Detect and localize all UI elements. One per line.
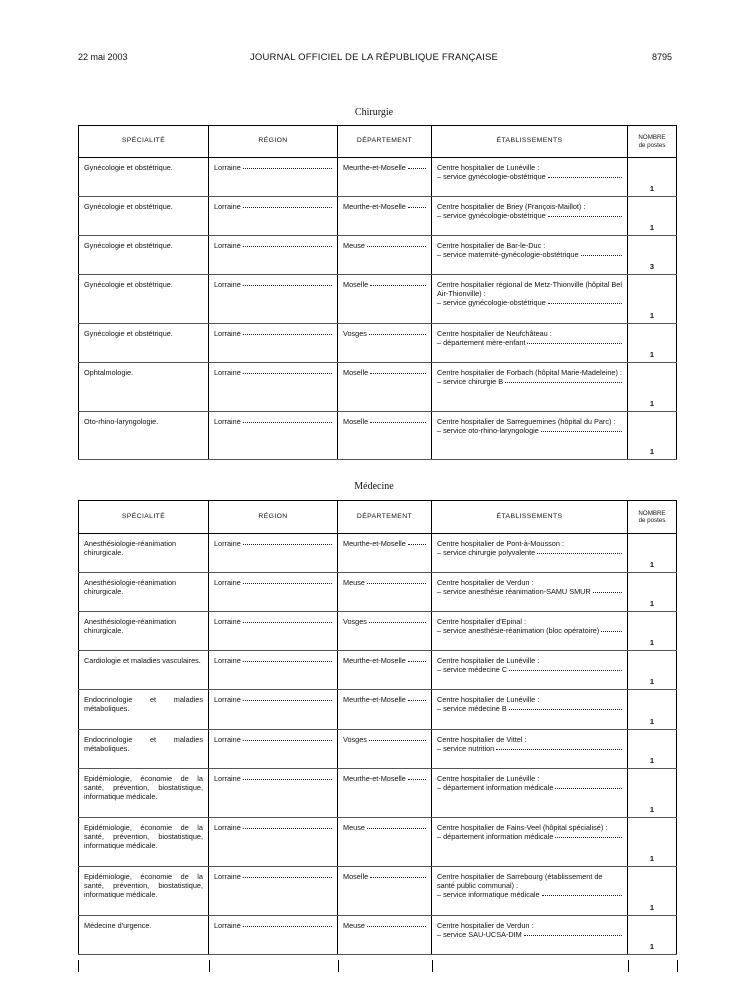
etablissement-service: – service médecine C — [437, 665, 622, 674]
cell-departement: Meurthe-et-Moselle — [338, 769, 432, 818]
etablissement-service: – service gynécologie-obstétrique — [437, 298, 622, 307]
cell-specialite: Gynécologie et obstétrique. — [79, 158, 209, 197]
cell-nombre — [628, 236, 677, 275]
etablissement-service: – service chirurgie B — [437, 377, 622, 386]
page-number: 8795 — [651, 52, 672, 62]
etablissement-service: – service oto-rhino-laryngologie — [437, 426, 622, 435]
table-medecine — [78, 500, 677, 955]
cell-departement: Moselle — [338, 275, 432, 324]
cell-specialite: Cardiologie et maladies vasculaires. — [79, 651, 209, 690]
etablissement-name: Centre hospitalier de Bar-le-Duc : — [437, 241, 546, 250]
cell-region: Lorraine — [209, 769, 338, 818]
cell-region: Lorraine — [209, 612, 338, 651]
etablissement-service: – département information médicale — [437, 832, 622, 841]
cell-region: Lorraine — [209, 867, 338, 916]
etablissement-service: – service maternité-gynécologie-obstétrique — [437, 250, 622, 259]
cell-departement: Vosges — [338, 730, 432, 769]
col-specialite: SPÉCIALITÉ — [79, 126, 209, 158]
cell-departement: Meuse — [338, 818, 432, 867]
table-row — [79, 534, 677, 573]
cell-departement: Meurthe-et-Moselle — [338, 197, 432, 236]
col-etablissements: ÉTABLISSEMENTS — [432, 501, 628, 534]
col-specialite: SPÉCIALITÉ — [79, 501, 209, 534]
table-row — [79, 412, 677, 460]
col-region: RÉGION — [209, 126, 338, 158]
table-chirurgie — [78, 125, 677, 460]
col-nombre: NOMBRE de postes — [628, 501, 677, 534]
etablissement-name: Centre hospitalier de Vittel : — [437, 735, 527, 744]
cell-nombre — [628, 412, 677, 460]
etablissement-service: – service gynécologie-obstétrique — [437, 211, 622, 220]
postes-count: 1 — [649, 559, 655, 569]
etablissement-name: Centre hospitalier de Pont-à-Mousson : — [437, 539, 564, 548]
cell-departement: Moselle — [338, 363, 432, 412]
cell-specialite: Endocrinologie et maladies métaboliques. — [79, 690, 209, 730]
table-row — [79, 158, 677, 197]
cell-etablissement — [432, 730, 628, 769]
cell-etablissement — [432, 769, 628, 818]
cell-specialite: Gynécologie et obstétrique. — [79, 236, 209, 275]
cell-nombre — [628, 363, 677, 412]
section-title-medecine: Médecine — [354, 481, 394, 492]
cell-region: Lorraine — [209, 690, 338, 730]
cell-etablissement — [432, 916, 628, 955]
cell-etablissement — [432, 867, 628, 916]
cell-departement: Meurthe-et-Moselle — [338, 534, 432, 573]
table-row — [79, 612, 677, 651]
col-etablissements: ÉTABLISSEMENTS — [432, 126, 628, 158]
cell-nombre — [628, 730, 677, 769]
table-row — [79, 573, 677, 612]
col-departement: DÉPARTEMENT — [338, 501, 432, 534]
cell-specialite: Epidémiologie, économie de la santé, prévention, biostatistique, informatique médicale. — [79, 867, 209, 916]
col-region: RÉGION — [209, 501, 338, 534]
cell-nombre — [628, 690, 677, 730]
table-row — [79, 275, 677, 324]
etablissement-service: – service SAU-UCSA-DIM — [437, 930, 622, 939]
table-row — [79, 197, 677, 236]
postes-count: 1 — [649, 598, 655, 608]
cell-region: Lorraine — [209, 534, 338, 573]
cell-nombre — [628, 158, 677, 197]
cell-departement: Moselle — [338, 867, 432, 916]
cell-specialite: Gynécologie et obstétrique. — [79, 324, 209, 363]
cell-departement: Meuse — [338, 573, 432, 612]
cell-nombre — [628, 916, 677, 955]
cell-etablissement — [432, 690, 628, 730]
cell-specialite: Médecine d'urgence. — [79, 916, 209, 955]
postes-count: 1 — [649, 755, 655, 765]
cell-specialite: Epidémiologie, économie de la santé, prévention, biostatistique, informatique médicale. — [79, 769, 209, 818]
cell-nombre — [628, 573, 677, 612]
cell-nombre — [628, 324, 677, 363]
cell-nombre — [628, 651, 677, 690]
cell-nombre — [628, 275, 677, 324]
cell-region: Lorraine — [209, 412, 338, 460]
etablissement-name: Centre hospitalier de Lunéville : — [437, 163, 540, 172]
col-nombre: NOMBRE de postes — [628, 126, 677, 158]
table-row — [79, 916, 677, 955]
cell-etablissement — [432, 612, 628, 651]
col-departement: DÉPARTEMENT — [338, 126, 432, 158]
cell-region: Lorraine — [209, 916, 338, 955]
cell-etablissement — [432, 573, 628, 612]
cell-specialite: Epidémiologie, économie de la santé, prévention, biostatistique, informatique médicale. — [79, 818, 209, 867]
etablissement-service: – service nutrition — [437, 744, 622, 753]
cell-departement: Moselle — [338, 412, 432, 460]
cell-etablissement — [432, 324, 628, 363]
cell-nombre — [628, 534, 677, 573]
cell-specialite: Endocrinologie et maladies métaboliques. — [79, 730, 209, 769]
cell-specialite: Gynécologie et obstétrique. — [79, 275, 209, 324]
etablissement-name: Centre hospitalier de Sarreguemines (hôpital du Parc) : — [437, 417, 616, 426]
etablissement-service: – département mère-enfant — [437, 338, 622, 347]
cell-etablissement — [432, 651, 628, 690]
etablissement-name: Centre hospitalier de Fains-Veel (hôpital spécialisé) : — [437, 823, 608, 832]
cell-etablissement — [432, 818, 628, 867]
cell-region: Lorraine — [209, 197, 338, 236]
cell-region: Lorraine — [209, 730, 338, 769]
postes-count: 1 — [649, 398, 655, 408]
table-header — [79, 126, 677, 158]
cell-region: Lorraine — [209, 818, 338, 867]
postes-count: 1 — [649, 902, 655, 912]
postes-count: 1 — [649, 804, 655, 814]
postes-count: 3 — [649, 261, 655, 271]
etablissement-service: – service informatique médicale — [437, 890, 622, 899]
cell-etablissement — [432, 363, 628, 412]
header-date: 22 mai 2003 — [78, 52, 128, 62]
cell-etablissement — [432, 534, 628, 573]
postes-count: 1 — [649, 853, 655, 863]
etablissement-service: – service anesthésie réanimation-SAMU SMUR — [437, 587, 622, 596]
cell-nombre — [628, 769, 677, 818]
etablissement-name: Centre hospitalier de Sarrebourg (établissement de santé public communal) : — [437, 872, 603, 891]
table-row — [79, 730, 677, 769]
table-row — [79, 867, 677, 916]
etablissement-name: Centre hospitalier de Verdun : — [437, 921, 534, 930]
table-row — [79, 818, 677, 867]
etablissement-name: Centre hospitalier de Lunéville : — [437, 656, 540, 665]
cell-departement: Vosges — [338, 324, 432, 363]
etablissement-service: – service gynécologie-obstétrique — [437, 172, 622, 181]
etablissement-service: – département information médicale — [437, 783, 622, 792]
cell-departement: Meuse — [338, 916, 432, 955]
cell-specialite: Anesthésiologie-réanimation chirurgicale. — [79, 573, 209, 612]
cell-region: Lorraine — [209, 363, 338, 412]
cell-region: Lorraine — [209, 236, 338, 275]
cell-region: Lorraine — [209, 275, 338, 324]
cell-specialite: Ophtalmologie. — [79, 363, 209, 412]
etablissement-service: – service anesthésie-réanimation (bloc opératoire) — [437, 626, 622, 635]
cell-region: Lorraine — [209, 573, 338, 612]
table-row — [79, 363, 677, 412]
cell-departement: Meuse — [338, 236, 432, 275]
etablissement-name: Centre hospitalier de Forbach (hôpital Marie-Madeleine) : — [437, 368, 622, 377]
journal-title: JOURNAL OFFICIEL DE LA RÉPUBLIQUE FRANÇAISE — [249, 52, 499, 63]
postes-count: 1 — [649, 349, 655, 359]
cell-region: Lorraine — [209, 324, 338, 363]
cell-etablissement — [432, 158, 628, 197]
table-header — [79, 501, 677, 534]
postes-count: 1 — [649, 310, 655, 320]
postes-count: 1 — [649, 446, 655, 456]
etablissement-name: Centre hospitalier régional de Metz-Thionville (hôpital Bel Air-Thionville) : — [437, 280, 622, 299]
postes-count: 1 — [649, 716, 655, 726]
cell-nombre — [628, 612, 677, 651]
cell-etablissement — [432, 236, 628, 275]
table-row — [79, 651, 677, 690]
etablissement-service: – service chirurgie polyvalente — [437, 548, 622, 557]
postes-count: 1 — [649, 637, 655, 647]
cell-nombre — [628, 867, 677, 916]
postes-count: 1 — [649, 941, 655, 951]
etablissement-name: Centre hospitalier de Verdun : — [437, 578, 534, 587]
etablissement-name: Centre hospitalier de Briey (François-Maillot) : — [437, 202, 586, 211]
cell-specialite: Gynécologie et obstétrique. — [79, 197, 209, 236]
postes-count: 1 — [649, 183, 655, 193]
cell-departement: Meurthe-et-Moselle — [338, 158, 432, 197]
etablissement-name: Centre hospitalier de Lunéville : — [437, 695, 540, 704]
cell-nombre — [628, 818, 677, 867]
cell-specialite: Anesthésiologie-réanimation chirurgicale. — [79, 612, 209, 651]
table-row — [79, 236, 677, 275]
cell-specialite: Anesthésiologie-réanimation chirurgicale. — [79, 534, 209, 573]
postes-count: 1 — [649, 222, 655, 232]
table-row — [79, 769, 677, 818]
table-row — [79, 690, 677, 730]
cell-nombre — [628, 197, 677, 236]
cell-specialite: Oto-rhino-laryngologie. — [79, 412, 209, 460]
cell-etablissement — [432, 197, 628, 236]
section-title-chirurgie: Chirurgie — [354, 107, 394, 118]
cell-departement: Meurthe-et-Moselle — [338, 690, 432, 730]
etablissement-service: – service médecine B — [437, 704, 622, 713]
etablissement-name: Centre hospitalier de Lunéville : — [437, 774, 540, 783]
cell-etablissement — [432, 275, 628, 324]
cell-region: Lorraine — [209, 651, 338, 690]
etablissement-name: Centre hospitalier d'Epinal : — [437, 617, 527, 626]
cell-departement: Meurthe-et-Moselle — [338, 651, 432, 690]
etablissement-name: Centre hospitalier de Neufchâteau : — [437, 329, 552, 338]
table-continuation — [78, 960, 678, 972]
table-row — [79, 324, 677, 363]
cell-region: Lorraine — [209, 158, 338, 197]
postes-count: 1 — [649, 676, 655, 686]
cell-departement: Vosges — [338, 612, 432, 651]
cell-etablissement — [432, 412, 628, 460]
